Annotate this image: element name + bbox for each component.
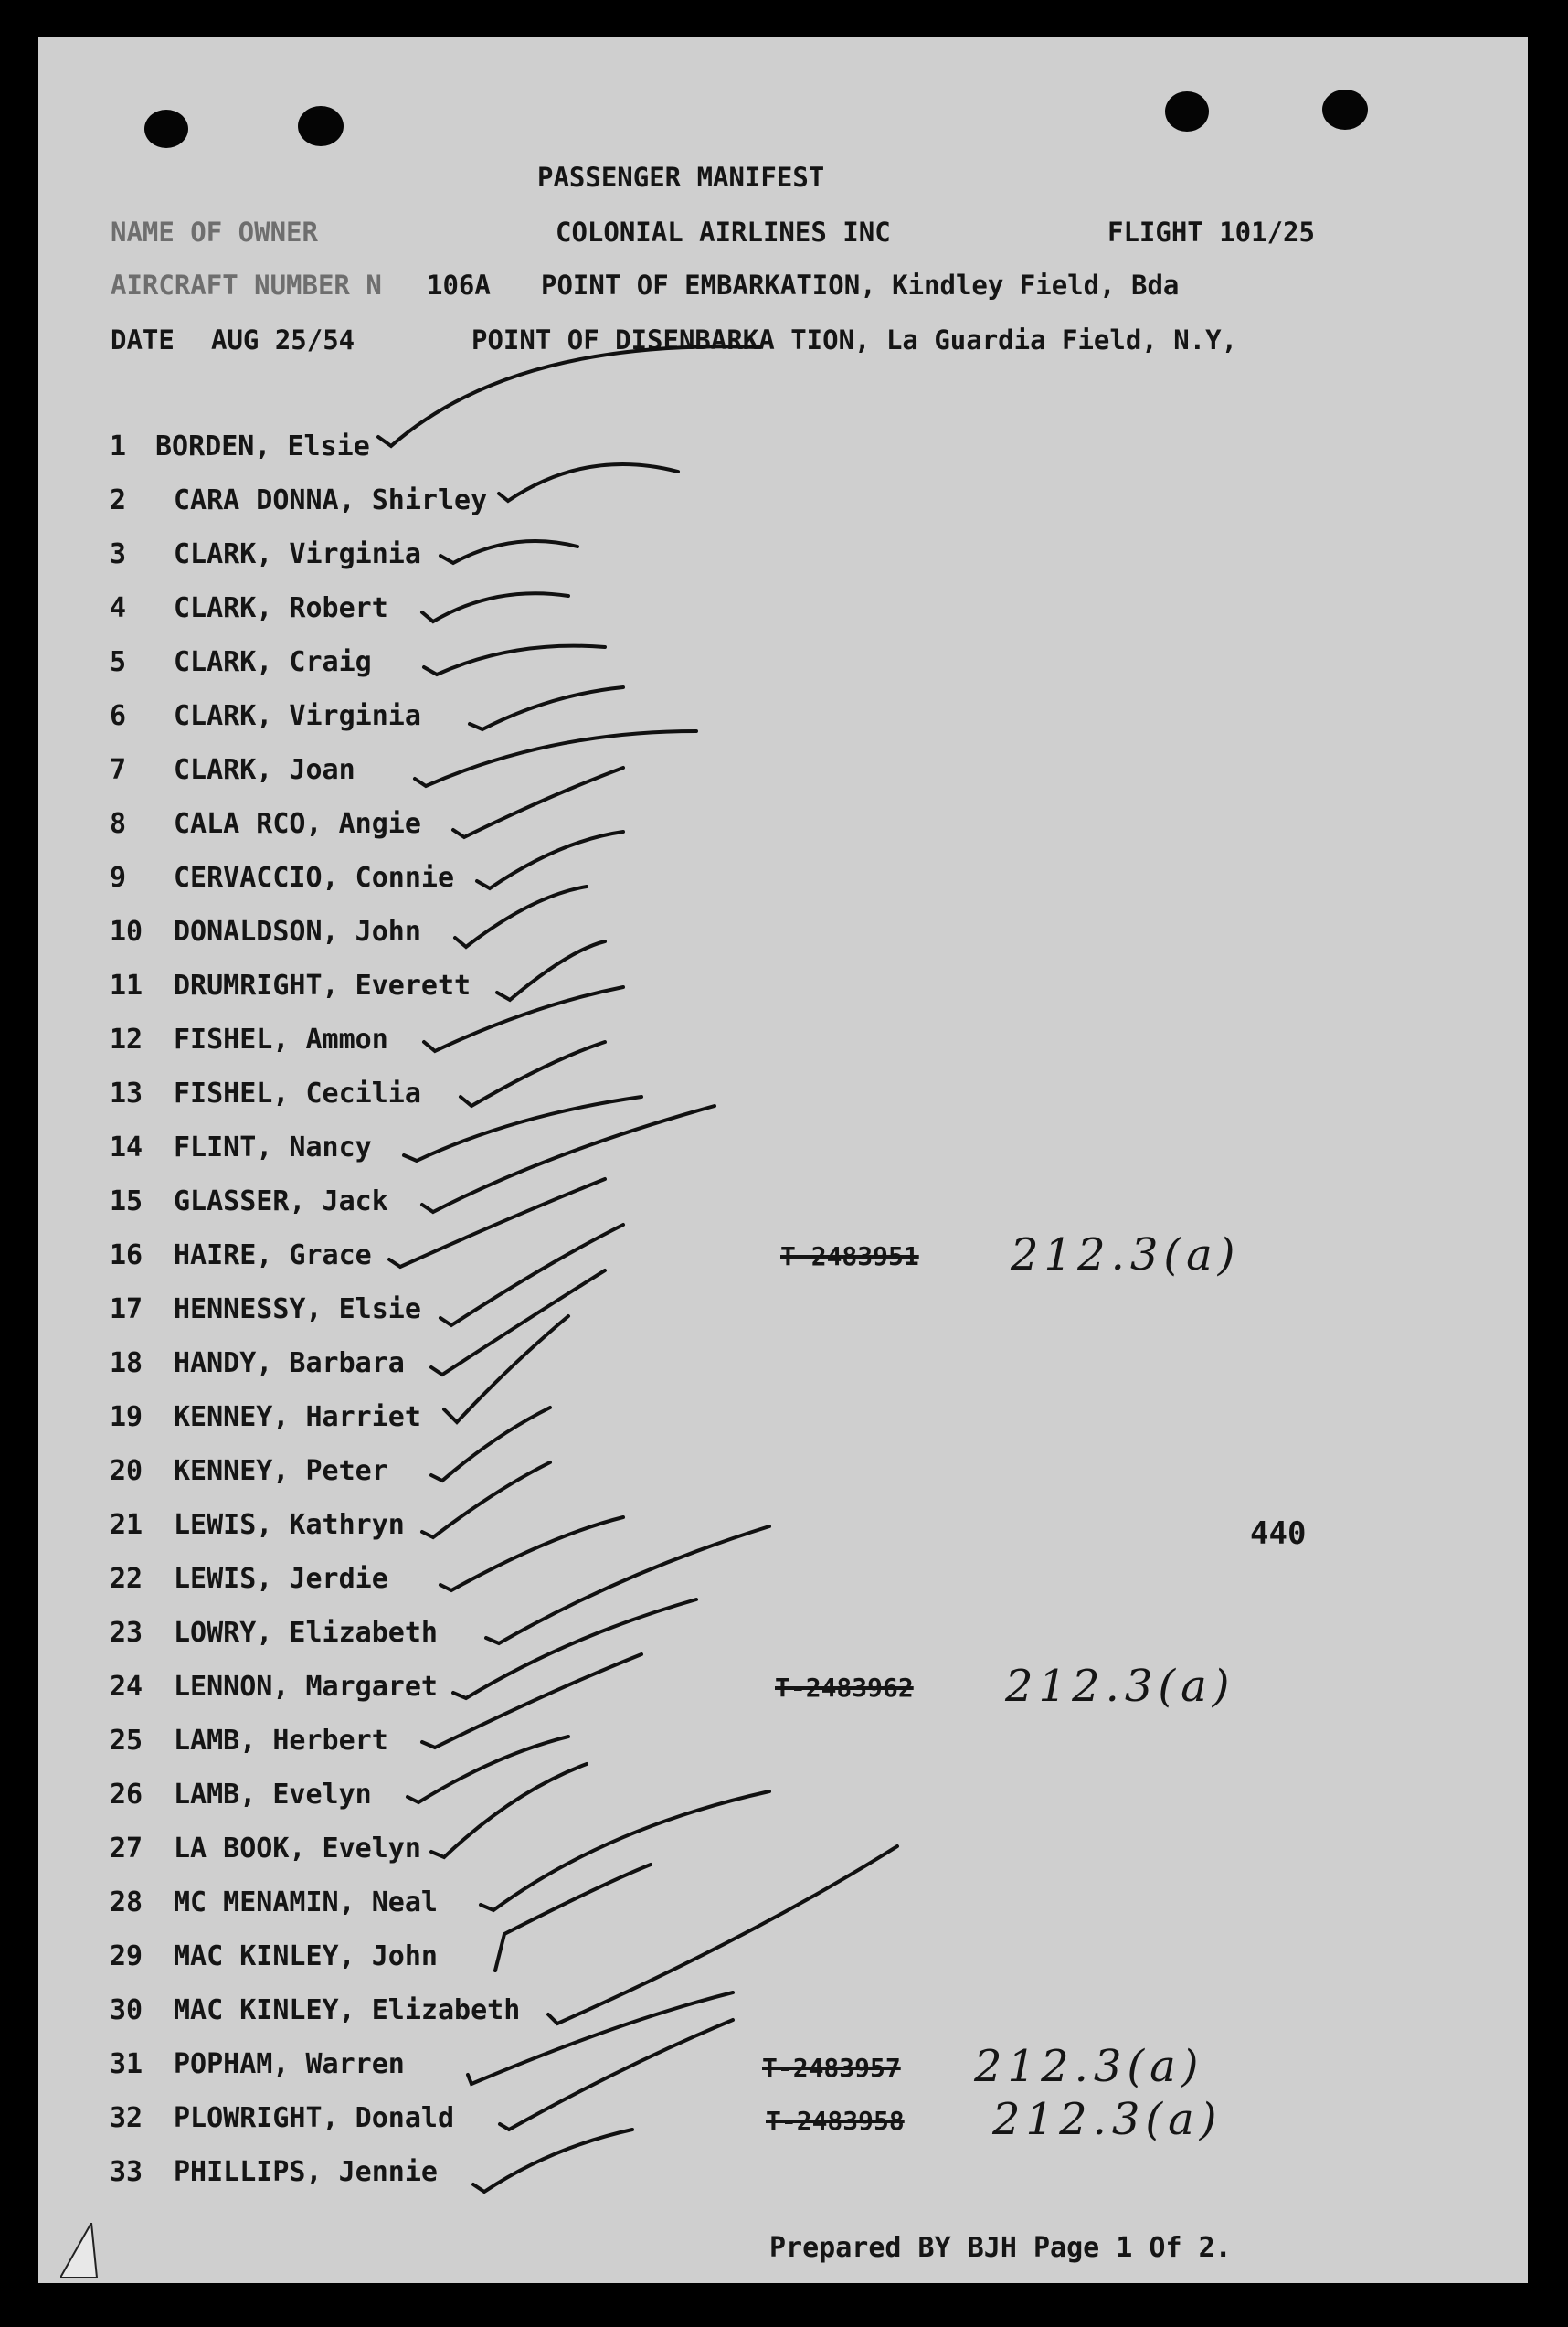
ticket-crossed: T-2483957	[762, 2053, 901, 2083]
aircraft-value: 106A	[427, 270, 491, 301]
regulation-code: 212.3(a)	[974, 2041, 1204, 2092]
aircraft-label: AIRCRAFT NUMBER N	[111, 270, 382, 301]
check-mark	[481, 1791, 769, 1910]
embarkation-point: POINT OF EMBARKATION, Kindley Field, Bda	[541, 270, 1180, 301]
check-mark	[473, 2130, 632, 2192]
ticket-crossed: T-2483951	[780, 1241, 919, 1271]
check-mark	[497, 941, 605, 1000]
manifest-title: PASSENGER MANIFEST	[537, 162, 825, 193]
check-mark	[453, 768, 623, 837]
check-mark	[378, 346, 760, 446]
ticket-crossed: T-2483958	[766, 2106, 905, 2136]
check-mark	[424, 987, 623, 1051]
check-mark	[470, 687, 623, 729]
folded-corner	[60, 2223, 115, 2278]
check-mark	[424, 646, 605, 675]
check-mark	[500, 2020, 733, 2130]
check-marks	[38, 37, 1528, 2283]
check-mark	[422, 1654, 641, 1748]
date-label: DATE	[111, 324, 175, 356]
check-mark	[461, 1042, 605, 1106]
owner-value: COLONIAL AIRLINES INC	[556, 217, 891, 248]
regulation-code: 212.3(a)	[1011, 1229, 1241, 1280]
check-mark	[415, 731, 696, 786]
regulation-code: 212.3(a)	[1005, 1661, 1235, 1712]
date-value: AUG 25/54	[211, 324, 355, 356]
check-mark	[455, 887, 587, 947]
check-mark	[422, 1462, 550, 1537]
check-mark	[404, 1097, 641, 1161]
footer-prepared-by: Prepared BY BJH Page 1 Of 2.	[769, 2232, 1232, 2264]
owner-label: NAME OF OWNER	[111, 217, 318, 248]
check-mark	[486, 1526, 769, 1643]
check-mark	[440, 1517, 623, 1590]
manifest-sheet: PASSENGER MANIFEST NAME OF OWNER COLONIAL AIRLINES INC FLIGHT 101/25 AIRCRAFT NUMBER N 106A POINT OF EMBARKATION, Kindley Field, Bda DATE AUG 25/54 POINT OF DISENBARKA TION, La Guardia Field, N.Y, 1 BORDEN, Elsie 2 CARA DONNA, Shirley 3 CLARK, Virginia 4 CLARK, Robert 5 CLARK, Craig 6 CLARK, Virginia 7 CLARK, Joan 8 CALA RCO, Angie 9 CERVACCIO, Connie 10 DONALDSON, John 11 DRUMRIGHT, Everett 12 FISHEL, Ammon 13 FISHEL, Cecilia 14 FLINT, Nancy 15 GLASSER, Jack 16 HAIRE, Grace 17 HENNESSY, Elsie 18 HANDY, Barbara 19 KENNEY, Harriet 20 KENNEY, Peter 21 LEWIS, Kathryn 22 LEWIS, Jerdie 23 LOWRY, Elizabeth 24 LENNON, Margaret 25 LAMB, Herbert 26 LAMB, Evelyn 27 LA BOOK, Evelyn 28 MC MENAMIN, Neal 29 MAC KINLEY, John 30 MAC KINLEY, Elizabeth 31 POPHAM, Warren 32 PLOWRIGHT, Donald 33 PHILLIPS, Jennie T-2483951 212.3(a) T-2483962 212.3(a) T-2483957 212.3(a) T-2483958 212.3(a) 440 Prepared BY BJH Page 1 Of 2.	[38, 37, 1528, 2283]
check-mark	[548, 1846, 897, 2024]
regulation-code: 212.3(a)	[992, 2094, 1223, 2145]
check-mark	[440, 541, 577, 563]
check-mark	[495, 1865, 651, 1971]
check-mark	[431, 1764, 587, 1857]
stamp-number: 440	[1250, 1515, 1307, 1552]
flight-number: FLIGHT 101/25	[1107, 217, 1315, 248]
check-mark	[499, 464, 678, 501]
ticket-crossed: T-2483962	[775, 1673, 914, 1703]
check-mark	[422, 1106, 715, 1212]
check-mark	[477, 832, 623, 888]
check-mark	[422, 593, 568, 622]
disembarkation-point: POINT OF DISENBARKA TION, La Guardia Field, N.Y,	[471, 324, 1238, 356]
